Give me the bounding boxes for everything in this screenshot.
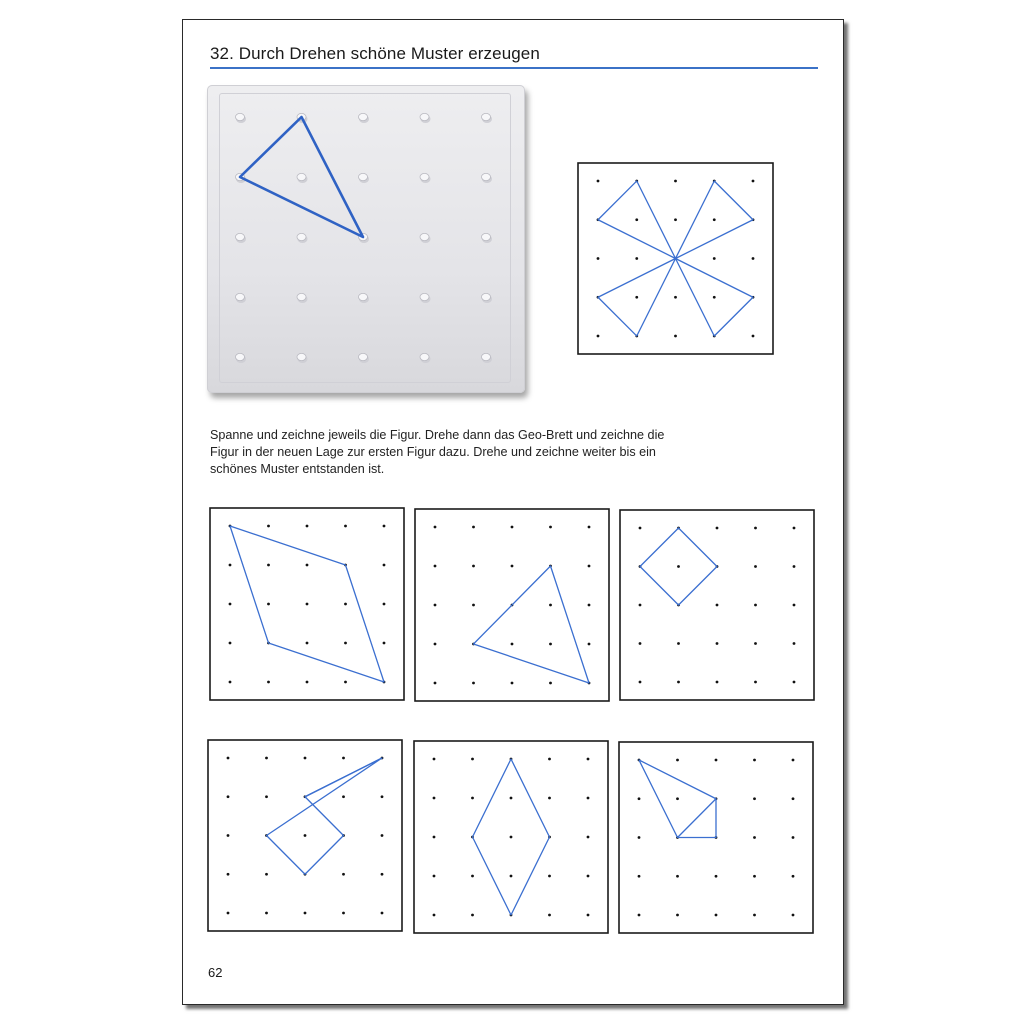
grid-dot <box>548 758 551 761</box>
grid-dot <box>588 604 591 607</box>
instruction-line: Spanne und zeichne jeweils die Figur. Drehe dann das Geo-Brett und zeichne die <box>210 428 665 442</box>
grid-dot <box>511 565 514 568</box>
grid-dot <box>383 603 386 606</box>
grid-dot <box>383 642 386 645</box>
grid-dot <box>635 218 638 221</box>
grid-dot <box>471 914 474 917</box>
geoboard-peg <box>420 173 429 180</box>
grid-dot <box>548 797 551 800</box>
geoboard-peg <box>297 173 306 180</box>
grid-dot <box>472 604 475 607</box>
grid-dot <box>434 526 437 529</box>
grid-dot <box>674 218 677 221</box>
grid-dot <box>753 914 756 917</box>
grid-dot <box>433 914 436 917</box>
geoboard-peg <box>359 353 368 360</box>
grid-dot <box>639 527 642 530</box>
grid-dot <box>306 603 309 606</box>
grid-dot <box>511 643 514 646</box>
grid-dot <box>265 795 268 798</box>
grid-dot <box>716 681 719 684</box>
geoboard-peg <box>420 233 429 240</box>
grid-dot <box>265 912 268 915</box>
grid-dot <box>381 834 384 837</box>
grid-dot <box>344 642 347 645</box>
grid-dot <box>793 681 796 684</box>
geoboard-photo-figure <box>207 85 525 393</box>
exercise-board-5 <box>413 740 609 934</box>
grid-dot <box>674 335 677 338</box>
grid-dot <box>676 759 679 762</box>
geoboard-peg <box>297 353 306 360</box>
grid-dot <box>587 875 590 878</box>
grid-dot <box>713 218 716 221</box>
grid-dot <box>639 642 642 645</box>
grid-dot <box>677 642 680 645</box>
grid-dot <box>433 758 436 761</box>
geoboard-peg <box>482 113 491 120</box>
grid-dot <box>306 564 309 567</box>
grid-dot <box>304 912 307 915</box>
grid-dot <box>677 681 680 684</box>
grid-dot <box>587 797 590 800</box>
grid-dot <box>510 797 513 800</box>
grid-dot <box>229 642 232 645</box>
grid-dot <box>677 565 680 568</box>
geoboard-peg <box>236 353 245 360</box>
geoboard-photo <box>207 85 525 393</box>
grid-dot <box>381 795 384 798</box>
grid-dot <box>383 525 386 528</box>
instruction-text <box>210 427 770 478</box>
geoboard-peg <box>236 113 245 120</box>
grid-dot <box>754 681 757 684</box>
grid-dot <box>227 912 230 915</box>
grid-dot <box>676 875 679 878</box>
grid-dot <box>676 797 679 800</box>
grid-dot <box>227 757 230 760</box>
grid-dot <box>342 912 345 915</box>
geoboard-peg <box>482 233 491 240</box>
geoboard-peg <box>482 173 491 180</box>
grid-dot <box>792 914 795 917</box>
grid-dot <box>229 681 232 684</box>
grid-dot <box>587 836 590 839</box>
grid-dot <box>306 681 309 684</box>
grid-dot <box>715 875 718 878</box>
instruction-line: schönes Muster entstanden ist. <box>210 462 385 476</box>
grid-dot <box>267 603 270 606</box>
grid-dot <box>227 834 230 837</box>
grid-dot <box>548 914 551 917</box>
grid-dot <box>304 757 307 760</box>
grid-dot <box>597 180 600 183</box>
geoboard-peg <box>297 233 306 240</box>
geoboard-peg <box>420 353 429 360</box>
grid-dot <box>752 257 755 260</box>
exercise-board-3 <box>619 509 815 701</box>
grid-dot <box>753 759 756 762</box>
instruction-line: Figur in der neuen Lage zur ersten Figur dazu. Drehe und zeichne weiter bis ein <box>210 445 656 459</box>
exercise-board-1 <box>209 507 405 701</box>
grid-dot <box>306 525 309 528</box>
grid-dot <box>793 604 796 607</box>
grid-dot <box>472 682 475 685</box>
grid-dot <box>676 914 679 917</box>
grid-dot <box>472 565 475 568</box>
grid-dot <box>227 795 230 798</box>
grid-dot <box>227 873 230 876</box>
grid-dot <box>597 257 600 260</box>
grid-dot <box>715 914 718 917</box>
grid-dot <box>716 604 719 607</box>
grid-dot <box>306 642 309 645</box>
geoboard-peg <box>359 293 368 300</box>
grid-dot <box>793 642 796 645</box>
geoboard-peg <box>482 353 491 360</box>
exercise-board-2 <box>414 508 610 702</box>
grid-dot <box>434 565 437 568</box>
grid-dot <box>587 758 590 761</box>
grid-dot <box>383 564 386 567</box>
grid-dot <box>754 565 757 568</box>
grid-dot <box>716 642 719 645</box>
grid-dot <box>548 875 551 878</box>
grid-dot <box>638 836 641 839</box>
geoboard-peg <box>420 293 429 300</box>
grid-dot <box>793 565 796 568</box>
example-pattern-board <box>577 162 774 355</box>
grid-dot <box>588 565 591 568</box>
grid-dot <box>753 797 756 800</box>
grid-dot <box>511 682 514 685</box>
geoboard-peg <box>359 113 368 120</box>
grid-dot <box>753 836 756 839</box>
geoboard-peg <box>420 113 429 120</box>
grid-dot <box>674 296 677 299</box>
page-number: 62 <box>208 965 223 980</box>
grid-dot <box>549 643 552 646</box>
grid-dot <box>381 873 384 876</box>
grid-dot <box>793 527 796 530</box>
grid-dot <box>381 912 384 915</box>
grid-dot <box>588 526 591 529</box>
geoboard-peg <box>236 293 245 300</box>
grid-dot <box>267 681 270 684</box>
grid-dot <box>597 335 600 338</box>
grid-dot <box>265 873 268 876</box>
grid-dot <box>510 875 513 878</box>
exercise-board-6 <box>618 741 814 934</box>
grid-dot <box>434 682 437 685</box>
grid-dot <box>549 526 552 529</box>
grid-dot <box>342 757 345 760</box>
grid-dot <box>471 875 474 878</box>
grid-dot <box>639 604 642 607</box>
grid-dot <box>342 873 345 876</box>
grid-dot <box>754 604 757 607</box>
grid-dot <box>674 180 677 183</box>
grid-dot <box>267 525 270 528</box>
grid-dot <box>792 875 795 878</box>
grid-dot <box>639 681 642 684</box>
grid-dot <box>472 526 475 529</box>
geoboard-peg <box>236 233 245 240</box>
grid-dot <box>752 180 755 183</box>
grid-dot <box>344 603 347 606</box>
grid-dot <box>265 757 268 760</box>
grid-dot <box>638 914 641 917</box>
grid-dot <box>588 643 591 646</box>
grid-dot <box>267 564 270 567</box>
grid-dot <box>549 604 552 607</box>
grid-dot <box>792 836 795 839</box>
grid-dot <box>713 296 716 299</box>
grid-dot <box>754 642 757 645</box>
grid-dot <box>752 335 755 338</box>
grid-dot <box>753 875 756 878</box>
grid-dot <box>433 875 436 878</box>
grid-dot <box>229 603 232 606</box>
grid-dot <box>344 525 347 528</box>
geoboard-peg <box>482 293 491 300</box>
grid-dot <box>471 797 474 800</box>
grid-dot <box>434 604 437 607</box>
grid-dot <box>511 526 514 529</box>
grid-dot <box>344 681 347 684</box>
grid-dot <box>792 797 795 800</box>
grid-dot <box>715 759 718 762</box>
grid-dot <box>434 643 437 646</box>
page-title: 32. Durch Drehen schöne Muster erzeugen <box>210 44 540 63</box>
grid-dot <box>638 875 641 878</box>
geoboard-peg <box>359 173 368 180</box>
grid-dot <box>510 836 513 839</box>
grid-dot <box>342 795 345 798</box>
grid-dot <box>433 797 436 800</box>
grid-dot <box>713 257 716 260</box>
title-rule <box>210 67 818 69</box>
geoboard-peg <box>297 293 306 300</box>
grid-dot <box>433 836 436 839</box>
grid-dot <box>754 527 757 530</box>
grid-dot <box>638 797 641 800</box>
grid-dot <box>549 682 552 685</box>
exercise-board-4 <box>207 739 403 932</box>
grid-dot <box>587 914 590 917</box>
grid-dot <box>471 758 474 761</box>
grid-dot <box>792 759 795 762</box>
grid-dot <box>229 564 232 567</box>
grid-dot <box>716 527 719 530</box>
grid-dot <box>635 296 638 299</box>
grid-dot <box>635 257 638 260</box>
grid-dot <box>304 834 307 837</box>
